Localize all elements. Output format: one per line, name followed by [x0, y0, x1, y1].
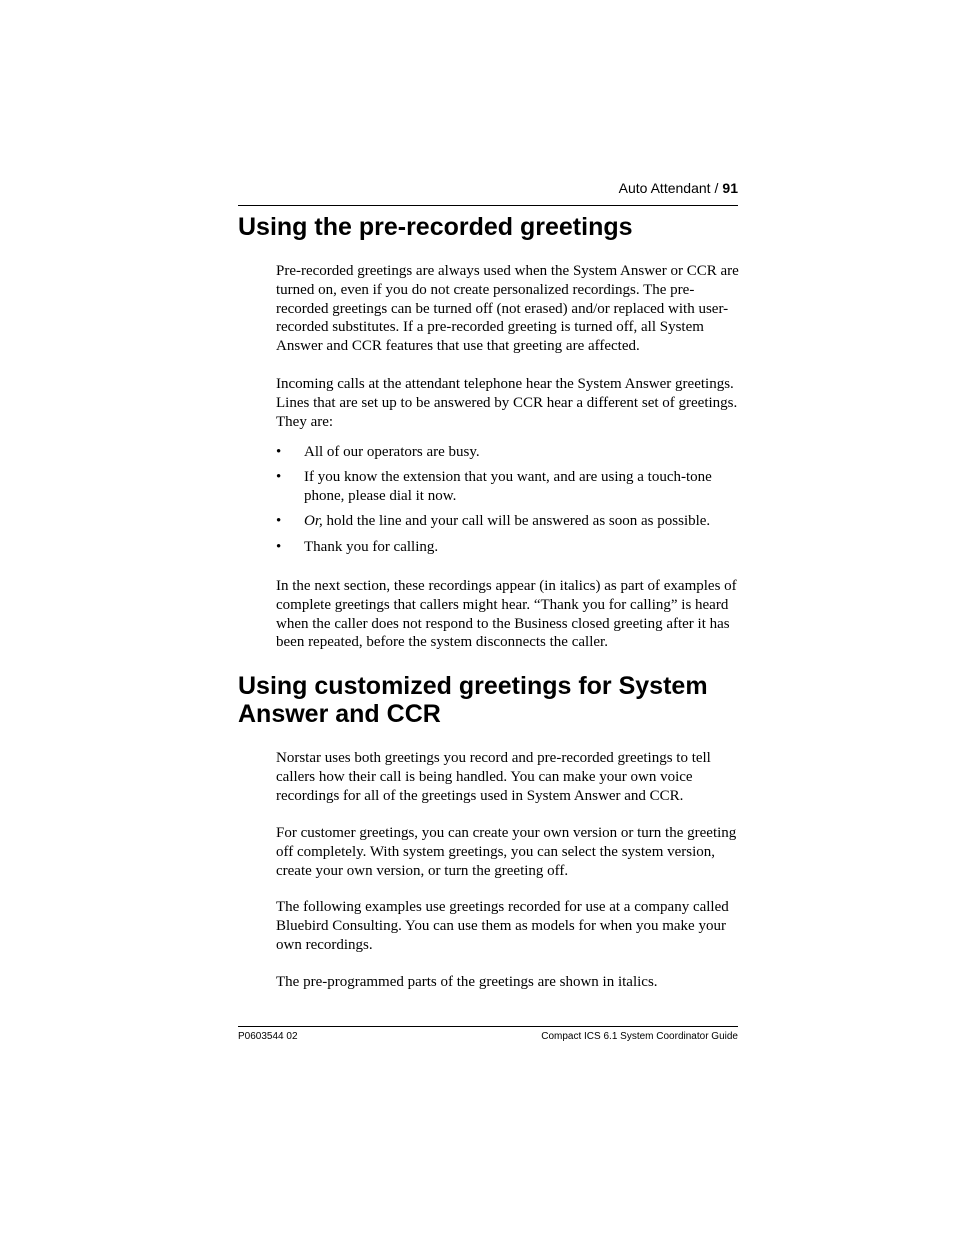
greetings-list	[276, 443, 742, 556]
header-rule	[238, 205, 738, 206]
paragraph: For customer greetings, you can create your own version or turn the greeting off completely. With system greetings, you can select the system version, create your own version, or turn the greeting off.	[276, 825, 737, 879]
guide-title: Compact ICS 6.1 System Coordinator Guide	[541, 1031, 738, 1042]
header-section-name: Auto Attendant	[618, 180, 711, 196]
document-number: P0603544 02	[238, 1031, 298, 1042]
paragraph: Incoming calls at the attendant telephone hear the System Answer greetings. Lines that are set up to be answered by CCR hear a different set of greetings. They are:	[276, 376, 738, 430]
bullet-marker: •	[276, 538, 282, 555]
paragraph: Pre-recorded greetings are always used when the System Answer or CCR are turned on, even if you do not create personalized recordings. The pre-recorded greetings can be turned off (not erased) and/or replaced with user-recorded substitutes. If a pre-recorded greeting is turned off, all System Answer and CCR features that use that greeting are affected.	[276, 263, 739, 355]
list-item-italic-text: Or,	[304, 513, 323, 530]
list-item	[276, 443, 742, 462]
list-item-text: If you know the extension that you want, and are using a touch-tone phone, please dial it now.	[304, 469, 712, 505]
list-item	[276, 468, 742, 506]
paragraph: Norstar uses both greetings you record and pre-recorded greetings to tell callers how their call is being handled. You can make your own voice recordings for all of the greetings used in System Answer and CCR.	[276, 750, 711, 804]
footer-rule	[238, 1026, 738, 1027]
paragraph: The following examples use greetings recorded for use at a company called Bluebird Consulting. You can use them as models for when you make your own recordings.	[276, 899, 729, 953]
list-item-text: All of our operators are busy.	[304, 444, 480, 460]
section-heading-customized: Using customized greetings for System Answer and CCR	[238, 672, 708, 728]
bullet-marker: •	[276, 469, 282, 486]
paragraph: The pre-programmed parts of the greetings are shown in italics.	[276, 974, 658, 990]
section-heading-pre-recorded: Using the pre-recorded greetings	[238, 213, 633, 241]
page-number: 91	[722, 180, 738, 196]
running-header	[238, 178, 738, 198]
list-item	[276, 512, 742, 531]
list-item-text: Thank you for calling.	[304, 538, 439, 555]
header-separator: /	[714, 180, 719, 196]
bullet-marker: •	[276, 444, 282, 460]
paragraph: In the next section, these recordings appear (in italics) as part of examples of complete greetings that callers might hear. “Thank you for calling” is heard when the caller does not respond to the Business closed greeting after it has been repeated, before the system disconnects the caller.	[276, 578, 737, 651]
bullet-marker: •	[276, 513, 282, 530]
list-item	[276, 538, 742, 557]
list-item-text: hold the line and your call will be answered as soon as possible.	[322, 513, 711, 530]
